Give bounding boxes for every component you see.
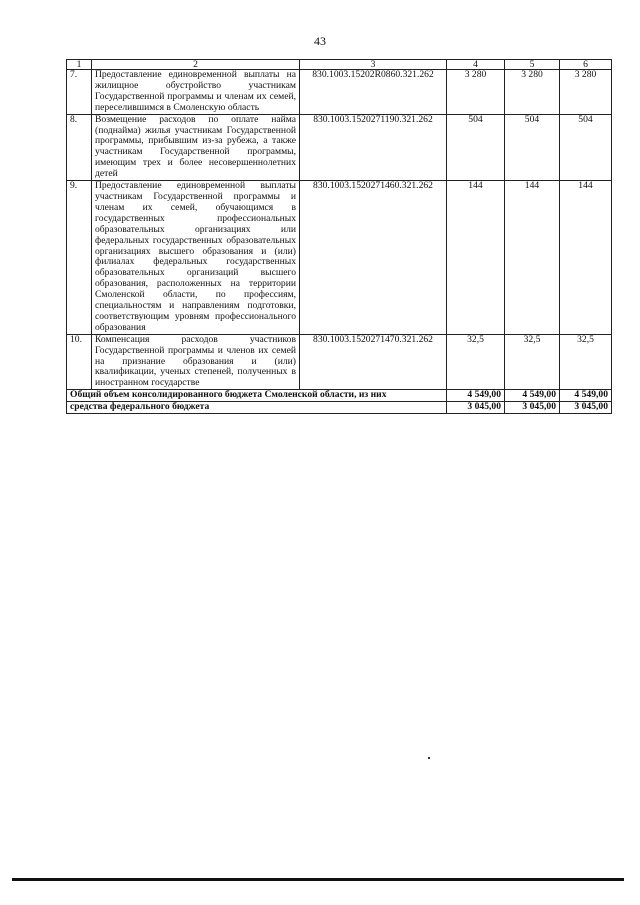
- page-number: 43: [314, 34, 326, 48]
- budget-code: 830.1003.1520271190.321.262: [300, 114, 447, 180]
- table-row: [67, 114, 612, 180]
- value-col-5: 504: [505, 114, 560, 180]
- header-cell: 4: [447, 60, 505, 70]
- value-col-4: 32,5: [447, 334, 505, 390]
- budget-code: 830.1003.15202R0860.321.262: [300, 70, 447, 115]
- value-col-5: 32,5: [505, 334, 560, 390]
- federal-value-col-5: 3 045,00: [505, 402, 560, 414]
- total-value-col-5: 4 549,00: [505, 390, 560, 402]
- value-col-6: 3 280: [560, 70, 612, 115]
- federal-budget-label: средства федерального бюджета: [67, 402, 447, 414]
- scan-speck: [428, 757, 430, 759]
- header-cell: 6: [560, 60, 612, 70]
- row-number: 7.: [67, 70, 92, 115]
- header-cell: 3: [300, 60, 447, 70]
- table-header-row: [67, 60, 612, 70]
- row-description: Компенсация расходов участников Государственной программы и членов их семей на признание образования и (или) квалификации, ученых степеней, полученных в иностранном государстве: [92, 334, 300, 390]
- table-row: [67, 181, 612, 335]
- value-col-6: 504: [560, 114, 612, 180]
- total-label: Общий объем консолидированного бюджета Смоленской области, из них: [67, 390, 447, 402]
- row-number: 9.: [67, 181, 92, 335]
- value-col-6: 144: [560, 181, 612, 335]
- row-number: 10.: [67, 334, 92, 390]
- header-cell: 5: [505, 60, 560, 70]
- federal-value-col-4: 3 045,00: [447, 402, 505, 414]
- budget-table: [66, 59, 612, 414]
- row-number: 8.: [67, 114, 92, 180]
- total-row: [67, 390, 612, 402]
- header-cell: 1: [67, 60, 92, 70]
- table-row: [67, 334, 612, 390]
- federal-budget-row: [67, 402, 612, 414]
- budget-code: 830.1003.1520271470.321.262: [300, 334, 447, 390]
- row-description: Предоставление единовременной выплаты участникам Государственной программы и членам их семей, обучающимся в государственных профессиональных образовательных организациях или федеральных государственных образовательных организациях высшего образования и (или) филиалах федеральных государственных образовательных организаций высшего образования, расположенных на территории Смоленской области, по профессиям, специальностям и направлениям подготовки, соответствующим уровням профессионального образования: [92, 181, 300, 335]
- table-row: [67, 70, 612, 115]
- value-col-4: 504: [447, 114, 505, 180]
- budget-code: 830.1003.1520271460.321.262: [300, 181, 447, 335]
- bottom-border-line: [12, 878, 624, 881]
- value-col-4: 3 280: [447, 70, 505, 115]
- value-col-6: 32,5: [560, 334, 612, 390]
- value-col-5: 3 280: [505, 70, 560, 115]
- value-col-5: 144: [505, 181, 560, 335]
- value-col-4: 144: [447, 181, 505, 335]
- row-description: Возмещение расходов по оплате найма (поднайма) жилья участникам Государственной программы, прибывшим из-за рубежа, а также участникам Государственной программы, имеющим трех и более несовершеннолетних детей: [92, 114, 300, 180]
- total-value-col-6: 4 549,00: [560, 390, 612, 402]
- federal-value-col-6: 3 045,00: [560, 402, 612, 414]
- row-description: Предоставление единовременной выплаты на жилищное обустройство участникам Государственной программы и членам их семей, переселившимся в Смоленскую область: [92, 70, 300, 115]
- total-value-col-4: 4 549,00: [447, 390, 505, 402]
- header-cell: 2: [92, 60, 300, 70]
